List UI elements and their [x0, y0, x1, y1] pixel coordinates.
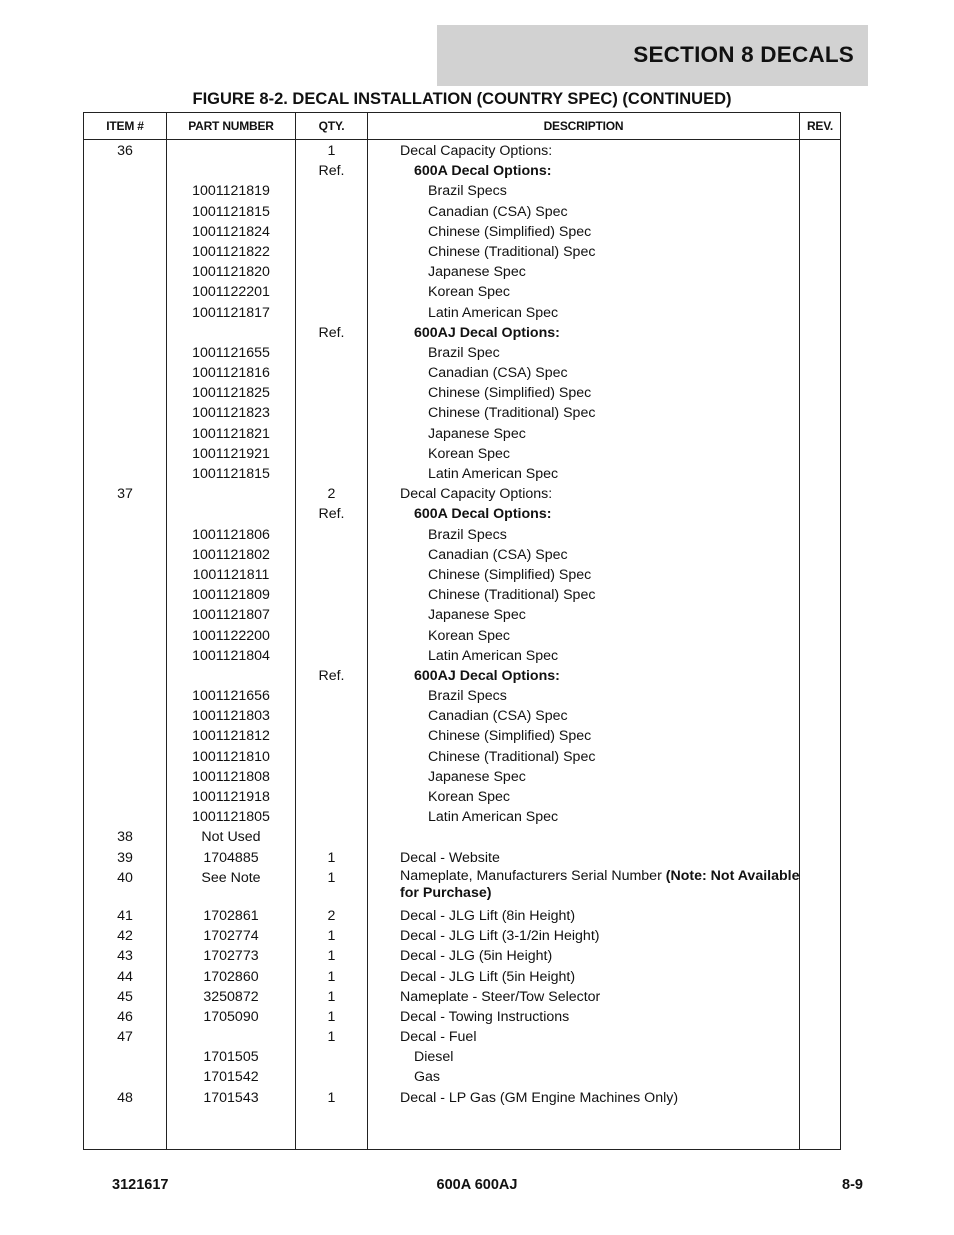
part-number: 1001121804 — [192, 647, 270, 664]
item-number: 43 — [117, 948, 133, 965]
table-row — [84, 222, 840, 242]
part-number: 1001121815 — [192, 203, 270, 220]
part-number: 1001121656 — [192, 688, 270, 705]
description: Chinese (Simplified) Spec — [428, 728, 592, 745]
table-row — [84, 585, 840, 605]
footer-model: 600A 600AJ — [436, 1177, 518, 1193]
table-row — [84, 323, 840, 343]
part-number: 1001121816 — [192, 365, 270, 382]
description: Decal - Website — [400, 849, 500, 866]
description: Chinese (Simplified) Spec — [428, 385, 592, 402]
table-row — [84, 1067, 840, 1087]
description: Decal - Fuel — [400, 1029, 477, 1046]
description: Decal Capacity Options: — [400, 486, 553, 503]
description: Latin American Spec — [428, 809, 559, 826]
table-row — [84, 807, 840, 827]
table-body — [84, 141, 840, 1108]
table-row — [84, 987, 840, 1007]
part-number: 1001121805 — [192, 809, 270, 826]
item-number: 40 — [117, 869, 133, 886]
table-row — [84, 906, 840, 926]
description: Latin American Spec — [428, 647, 559, 664]
table-row — [84, 545, 840, 565]
part-number: 1001121824 — [192, 223, 270, 240]
table-row — [84, 946, 840, 966]
table-row — [84, 626, 840, 646]
table-row — [84, 1088, 840, 1108]
description: Brazil Specs — [428, 183, 507, 200]
table-row — [84, 484, 840, 504]
table-row — [84, 141, 840, 161]
part-number: 1701543 — [203, 1089, 259, 1106]
part-number: 1001121807 — [192, 607, 270, 624]
part-number: 1702773 — [203, 948, 259, 965]
description: Canadian (CSA) Spec — [428, 365, 568, 382]
table-row — [84, 967, 840, 987]
table-header — [84, 113, 840, 140]
description: 600AJ Decal Options: — [414, 324, 560, 341]
table-row — [84, 747, 840, 767]
description: Nameplate - Steer/Tow Selector — [400, 988, 601, 1005]
part-number: 3250872 — [203, 988, 259, 1005]
quantity: 1 — [327, 1008, 336, 1025]
table-row — [84, 686, 840, 706]
quantity: 1 — [327, 968, 336, 985]
description-note: (Note: Not Available for Purchase) — [400, 867, 800, 901]
table-row — [84, 1027, 840, 1047]
part-number: 1001121822 — [192, 243, 270, 260]
part-number: 1001121825 — [192, 385, 270, 402]
footer-document-number: 3121617 — [112, 1177, 169, 1193]
table-row — [84, 464, 840, 484]
quantity: 1 — [327, 849, 336, 866]
part-number: 1001121921 — [192, 445, 270, 462]
table-row — [84, 383, 840, 403]
description: Chinese (Traditional) Spec — [428, 405, 596, 422]
description: Chinese (Simplified) Spec — [428, 223, 592, 240]
description: Chinese (Traditional) Spec — [428, 748, 596, 765]
part-number: 1001121819 — [192, 183, 270, 200]
description-text: Nameplate, Manufacturers Serial Number — [400, 867, 666, 884]
quantity: Ref. — [318, 324, 345, 341]
description: Japanese Spec — [428, 425, 526, 442]
section-title: SECTION 8 DECALS — [633, 42, 854, 67]
table-row — [84, 787, 840, 807]
table-row — [84, 403, 840, 423]
description: Korean Spec — [428, 789, 511, 805]
table-row — [84, 303, 840, 323]
column-header-qty: QTY. — [318, 119, 345, 133]
table-row — [84, 343, 840, 363]
quantity: 1 — [327, 988, 336, 1005]
part-number: 1704885 — [203, 849, 259, 866]
description: Decal - JLG (5in Height) — [400, 948, 553, 965]
quantity: 1 — [327, 143, 336, 159]
quantity: 1 — [327, 948, 336, 965]
table-row — [84, 363, 840, 383]
part-number: 1001121820 — [192, 264, 270, 281]
item-number: 42 — [117, 928, 133, 945]
table-row — [84, 1047, 840, 1067]
description: Decal - LP Gas (GM Engine Machines Only) — [400, 1089, 679, 1106]
table-row — [84, 848, 840, 868]
description: Japanese Spec — [428, 607, 526, 624]
description: Decal - Towing Instructions — [400, 1008, 570, 1025]
part-number: 1001121810 — [192, 748, 270, 765]
part-number: 1001121808 — [192, 768, 270, 785]
description: Decal - JLG Lift (8in Height) — [400, 907, 576, 924]
description: Canadian (CSA) Spec — [428, 546, 568, 563]
quantity: 2 — [327, 486, 336, 503]
table-row — [84, 424, 840, 444]
part-number: 1702860 — [203, 968, 259, 985]
description: Chinese (Traditional) Spec — [428, 243, 596, 260]
section-banner — [437, 25, 868, 86]
description: Korean Spec — [428, 284, 511, 301]
table-row — [84, 282, 840, 302]
part-number: 1001121815 — [192, 466, 270, 482]
item-number: 47 — [117, 1029, 133, 1046]
table-row — [84, 262, 840, 282]
table-row — [84, 666, 840, 686]
description: Japanese Spec — [428, 264, 526, 281]
part-number: 1001121918 — [192, 789, 270, 805]
part-number: 1705090 — [203, 1008, 259, 1025]
quantity: 1 — [327, 869, 336, 886]
description: Brazil Spec — [428, 344, 500, 361]
column-header-description: DESCRIPTION — [543, 119, 624, 133]
item-number: 46 — [117, 1008, 133, 1025]
description: Korean Spec — [428, 627, 511, 644]
table-row — [84, 504, 840, 524]
table-row — [84, 444, 840, 464]
item-number: 41 — [117, 907, 133, 924]
description: 600A Decal Options: — [414, 163, 552, 180]
description: Chinese (Simplified) Spec — [428, 566, 592, 583]
description: 600AJ Decal Options: — [414, 667, 560, 684]
table-row — [84, 767, 840, 787]
part-number: 1001121803 — [192, 708, 270, 725]
description: Korean Spec — [428, 445, 511, 462]
description: Canadian (CSA) Spec — [428, 203, 568, 220]
quantity: 2 — [327, 907, 336, 924]
table-row — [84, 202, 840, 222]
part-number: 1001121802 — [192, 546, 270, 563]
table-row — [84, 181, 840, 201]
part-number: 1001121655 — [192, 344, 270, 361]
description: Decal - JLG Lift (5in Height) — [400, 968, 576, 985]
part-number: 1001121811 — [192, 566, 270, 583]
description: Latin American Spec — [428, 466, 559, 482]
part-number: 1702861 — [203, 907, 259, 924]
quantity: Ref. — [318, 506, 345, 523]
table-row — [84, 1007, 840, 1027]
part-number: See Note — [201, 869, 261, 886]
table-row — [84, 242, 840, 262]
part-number: 1701542 — [203, 1069, 259, 1086]
part-number: 1701505 — [203, 1049, 259, 1066]
footer-page-number: 8-9 — [842, 1177, 863, 1193]
description: 600A Decal Options: — [414, 506, 552, 523]
description: Latin American Spec — [428, 304, 559, 321]
table-row — [84, 868, 840, 906]
quantity: 1 — [327, 1089, 336, 1106]
item-number: 44 — [117, 968, 133, 985]
item-number: 37 — [117, 486, 133, 503]
item-number: 45 — [117, 988, 133, 1005]
description: Chinese (Traditional) Spec — [428, 587, 596, 604]
table-row — [84, 605, 840, 625]
description: Decal Capacity Options: — [400, 143, 553, 159]
description — [400, 868, 800, 902]
column-header-item: ITEM # — [106, 119, 144, 133]
column-header-rev: REV. — [806, 119, 834, 133]
part-number: 1001122201 — [192, 284, 270, 301]
description: Decal - JLG Lift (3-1/2in Height) — [400, 928, 600, 945]
table-row — [84, 926, 840, 946]
quantity: 1 — [327, 928, 336, 945]
item-number: 36 — [117, 143, 133, 159]
part-number: 1001121823 — [192, 405, 270, 422]
part-number: 1001121806 — [192, 526, 270, 543]
part-number: 1702774 — [203, 928, 259, 945]
item-number: 38 — [117, 829, 133, 846]
quantity: Ref. — [318, 163, 345, 180]
table-row — [84, 565, 840, 585]
part-number: 1001122200 — [192, 627, 270, 644]
item-number: 48 — [117, 1089, 133, 1106]
table-row — [84, 706, 840, 726]
part-number: 1001121821 — [192, 425, 270, 442]
description: Gas — [414, 1069, 441, 1086]
part-number: 1001121817 — [192, 304, 270, 321]
table-row — [84, 161, 840, 181]
quantity: 1 — [327, 1029, 336, 1046]
description: Canadian (CSA) Spec — [428, 708, 568, 725]
table-row — [84, 646, 840, 666]
table-row — [84, 726, 840, 746]
table-row — [84, 827, 840, 847]
part-number: Not Used — [201, 829, 261, 846]
description: Japanese Spec — [428, 768, 526, 785]
table-row — [84, 525, 840, 545]
part-number: 1001121809 — [192, 587, 270, 604]
quantity: Ref. — [318, 667, 345, 684]
description: Diesel — [414, 1049, 454, 1066]
figure-title: FIGURE 8-2. DECAL INSTALLATION (COUNTRY SPEC) (CONTINUED) — [192, 90, 732, 108]
parts-table — [83, 112, 841, 1150]
description: Brazil Specs — [428, 688, 507, 705]
column-header-part-number: PART NUMBER — [188, 119, 274, 133]
part-number: 1001121812 — [192, 728, 270, 745]
item-number: 39 — [117, 849, 133, 866]
description: Brazil Specs — [428, 526, 507, 543]
